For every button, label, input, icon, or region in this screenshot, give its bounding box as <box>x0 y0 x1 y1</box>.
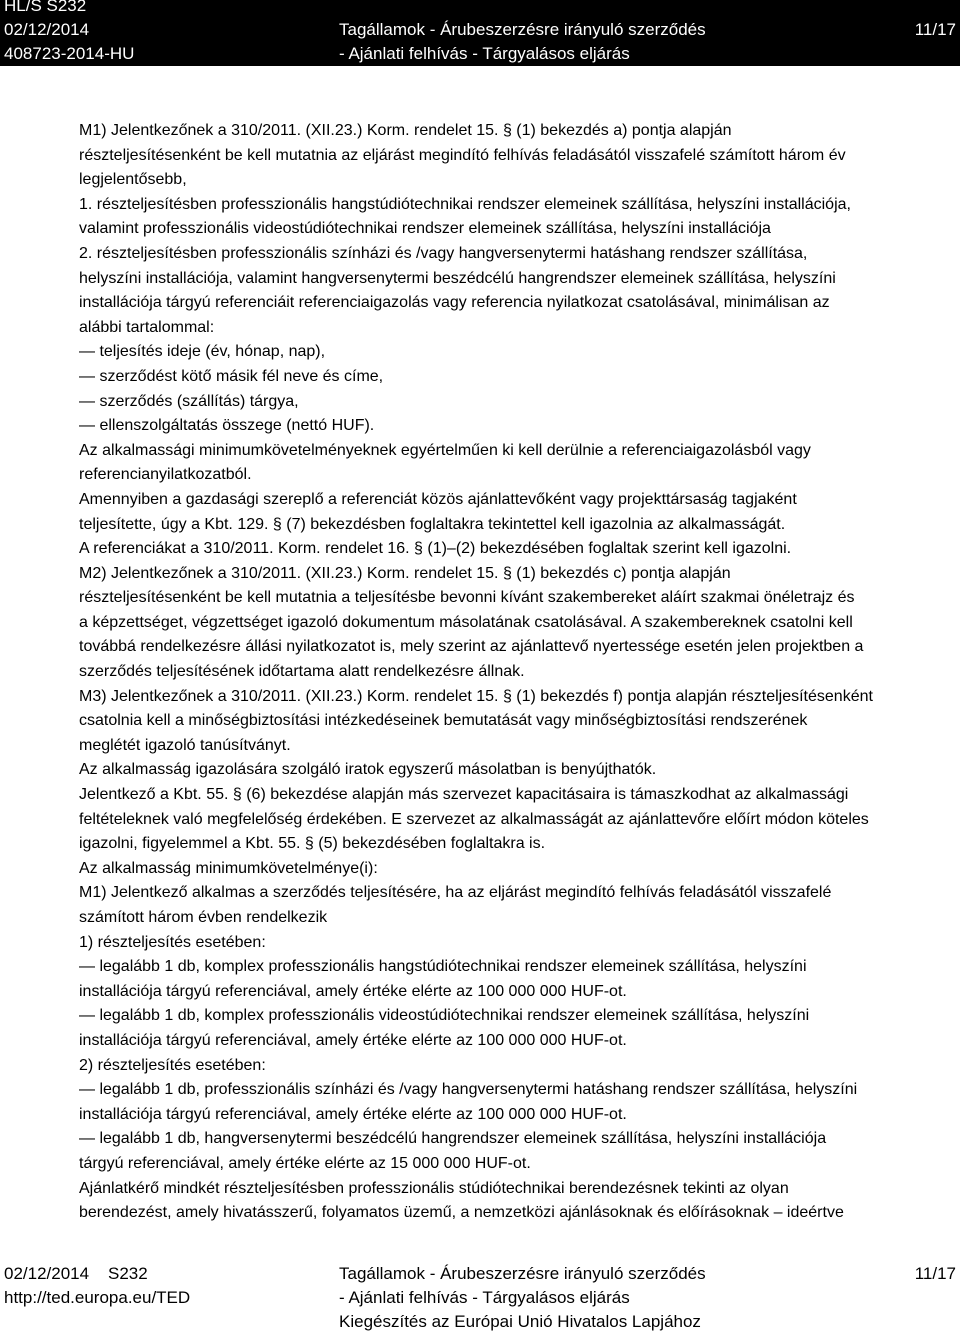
text-line: berendezést, amely hivatásszerű, folyamatos üzemű, a nemzetközi ajánlásoknak és előírásoknak – ideértve <box>79 1204 844 1222</box>
text-line: — szerződés (szállítás) tárgya, <box>79 392 299 410</box>
text-line: — legalább 1 db, komplex professzionális videostúdiótechnikai rendszer elemeinek szállítása, helyszíni <box>79 1007 810 1025</box>
text-line: valamint professzionális videostúdiótechnikai rendszer elemeinek szállítása, helyszíni installációja <box>79 220 771 238</box>
text-line: 1. részteljesítésben professzionális hangstúdiótechnikai rendszer elemeinek szállítása, helyszíni installációja, <box>79 195 851 213</box>
text-line: Az alkalmasság minimumkövetelménye(i): <box>79 859 378 877</box>
text-line: számított három évben rendelkezik <box>79 909 328 926</box>
text-line: továbbá rendelkezésre állási nyilatkozatot is, mely szerint az ajánlattevő nyertessége esetén jelen projektben a <box>79 638 864 656</box>
text-line: installációja tárgyú referenciával, amely értéke elérte az 100 000 000 HUF-ot. <box>79 1105 627 1123</box>
doc-code: HL/S S232 <box>4 0 87 15</box>
header-date: 02/12/2014 <box>4 20 90 39</box>
text-line: szerződés teljesítésének időtartama alatt rendelkezésre állnak. <box>79 663 525 681</box>
text-line: legjelentősebb, <box>79 171 187 189</box>
document-body <box>79 119 959 1226</box>
text-line: 2) részteljesítés esetében: <box>79 1056 266 1074</box>
text-line: Ajánlatkérő mindkét részteljesítésben professzionális stúdiótechnikai berendezésnek tekinti az olyan <box>79 1179 789 1197</box>
text-line: installációja tárgyú referenciával, amely értéke elérte az 100 000 000 HUF-ot. <box>79 1031 627 1049</box>
page-header <box>0 0 960 66</box>
text-line: igazolni, figyelemmel a Kbt. 55. § (5) bekezdésében foglaltakra is. <box>79 835 546 853</box>
text-line: — teljesítés ideje (év, hónap, nap), <box>79 343 326 361</box>
ted-link[interactable]: http://ted.europa.eu/TED <box>4 1288 191 1307</box>
text-line: — legalább 1 db, professzionális színházi és /vagy hangversenytermi hatáshang rendszer szállítása, helyszíni <box>79 1081 858 1099</box>
text-line: 2. részteljesítésben professzionális színházi és /vagy hangversenytermi hatáshang rendszer szállítása, <box>79 244 808 262</box>
text-line: installációja tárgyú referenciáit referenciaigazolás vagy referencia nyilatkozat csatolásával, minimálisan az <box>79 294 830 312</box>
text-line: referencianyilatkozatból. <box>79 466 252 484</box>
text-line: M1) Jelentkezőnek a 310/2011. (XII.23.) Korm. rendelet 15. § (1) bekezdés a) pontja alapján <box>79 122 732 139</box>
text-line: a képzettséget, végzettséget igazoló dokumentum másolatának csatolásával. A szakembereknek csatolni kell <box>79 613 853 631</box>
footer-row-supplement <box>0 1310 960 1334</box>
footer-supplement: Kiegészítés az Európai Unió Hivatalos Lapjához <box>339 1312 701 1331</box>
text-line: Az alkalmasság igazolására szolgáló iratok egyszerű másolatban is benyújthatók. <box>79 761 657 779</box>
header-row-subtitle <box>0 42 960 66</box>
footer-page-number: 11/17 <box>914 1264 956 1283</box>
notice-id: 408723-2014-HU <box>4 44 135 63</box>
text-line: részteljesítésenként be kell mutatnia a teljesítésbe bevonni kívánt szakembereket aláírt szakmai önéletrajz és <box>79 589 855 607</box>
footer-subtitle: - Ajánlati felhívás - Tárgyalásos eljárás <box>339 1288 630 1307</box>
text-line: M2) Jelentkezőnek a 310/2011. (XII.23.) Korm. rendelet 15. § (1) bekezdés c) pontja alapján <box>79 564 731 582</box>
text-line: 1) részteljesítés esetében: <box>79 933 266 951</box>
text-line: — ellenszolgáltatás összege (nettó HUF). <box>79 417 375 435</box>
text-line: csatolnia kell a minőségbiztosítási intézkedéseinek bemutatását vagy minőségbiztosítási rendszerének <box>79 712 808 730</box>
text-line: részteljesítésenként be kell mutatnia az eljárást megindító felhívás feladásától visszafelé számított három év <box>79 146 846 164</box>
text-line: tárgyú referenciával, amely értéke elérte az 15 000 000 HUF-ot. <box>79 1154 531 1172</box>
text-line: Az alkalmassági minimumkövetelményeknek egyértelműen ki kell derülnie a referenciaigazolásból vagy <box>79 441 811 459</box>
text-line: M3) Jelentkezőnek a 310/2011. (XII.23.) Korm. rendelet 15. § (1) bekezdés f) pontja alapján részteljesítésenként <box>79 687 873 705</box>
text-line: Jelentkező a Kbt. 55. § (6) bekezdése alapján más szervezet kapacitásaira is támaszkodhat az alkalmassági <box>79 786 849 804</box>
footer-title: Tagállamok - Árubeszerzésre irányuló szerződés <box>339 1264 706 1283</box>
text-line: installációja tárgyú referenciával, amely értéke elérte az 100 000 000 HUF-ot. <box>79 982 627 1000</box>
text-line: helyszíni installációja, valamint hangversenytermi beszédcélú hangrendszer elemeinek szállítása, helyszíni <box>79 269 836 287</box>
footer-row-title <box>0 1262 960 1286</box>
text-line: teljesítette, úgy a Kbt. 129. § (7) bekezdésben foglaltakra tekintettel kell igazolnia az alkalmasságát. <box>79 515 786 533</box>
footer-series: S232 <box>108 1264 148 1283</box>
text-line: alábbi tartalommal: <box>79 318 215 336</box>
text-line: — szerződést kötő másik fél neve és címe, <box>79 367 384 385</box>
text-line: Amennyiben a gazdasági szereplő a referenciát közös ajánlattevőként vagy projekttársaság tagjaként <box>79 490 797 508</box>
header-title: Tagállamok - Árubeszerzésre irányuló szerződés <box>339 20 706 39</box>
text-line: M1) Jelentkező alkalmas a szerződés teljesítésére, ha az eljárást megindító felhívás feladásától visszafelé <box>79 884 832 902</box>
text-line: meglétét igazoló tanúsítványt. <box>79 736 291 754</box>
footer-row-subtitle <box>0 1286 960 1310</box>
page-footer <box>0 1262 960 1334</box>
text-line: A referenciákat a 310/2011. Korm. rendelet 16. § (1)–(2) bekezdésében foglaltak szerint kell igazolni. <box>79 540 792 558</box>
header-subtitle: - Ajánlati felhívás - Tárgyalásos eljárás <box>339 44 630 63</box>
header-page-number: 11/17 <box>914 20 956 39</box>
header-row-code <box>0 0 960 18</box>
text-line: — legalább 1 db, hangversenytermi beszédcélú hangrendszer elemeinek szállítása, helyszíni installációja <box>79 1130 827 1148</box>
text-line: feltételeknek való megfelelőség érdekében. E szervezet az alkalmasságát az ajánlattevőre előírt módon köteles <box>79 810 869 828</box>
header-row-title <box>0 18 960 42</box>
footer-date: 02/12/2014 S232 <box>4 1264 148 1283</box>
text-line: — legalább 1 db, komplex professzionális hangstúdiótechnikai rendszer elemeinek szállítása, helyszíni <box>79 958 807 976</box>
